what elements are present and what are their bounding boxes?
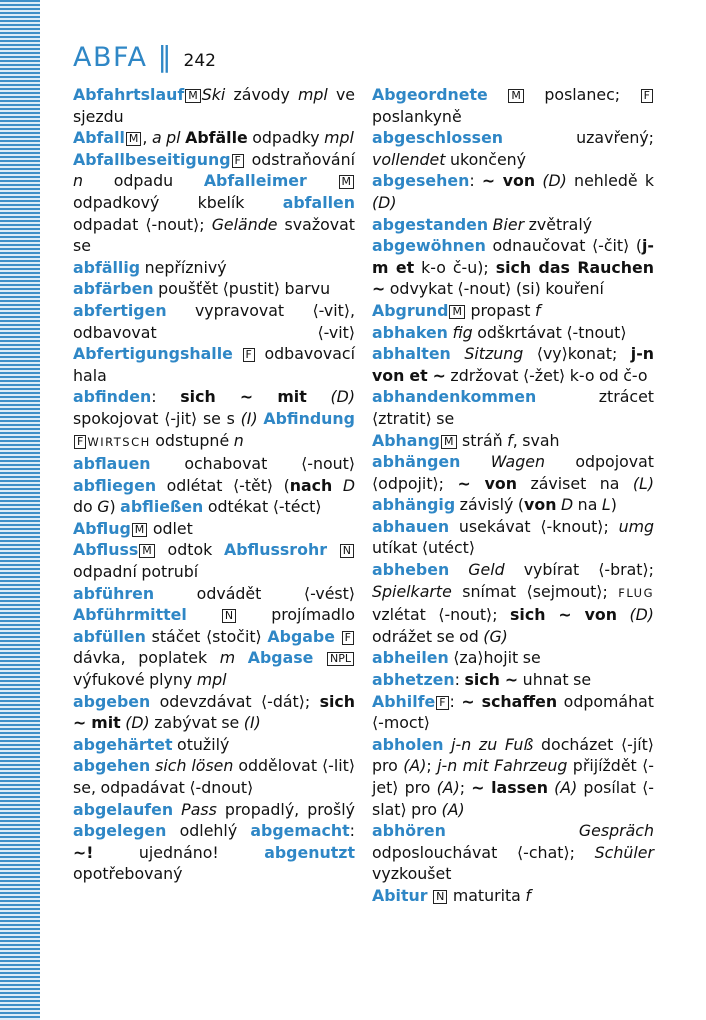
italic-note: fig xyxy=(452,322,473,342)
dictionary-entry xyxy=(372,430,654,452)
headword: abhauen xyxy=(372,516,450,536)
dictionary-entry xyxy=(73,734,355,756)
dictionary-entry xyxy=(73,257,355,279)
headword: Abfall xyxy=(73,128,125,148)
text-run: : xyxy=(469,171,482,191)
italic-note: (D) xyxy=(125,713,150,733)
italic-note: (A) xyxy=(403,756,427,776)
dictionary-entry xyxy=(372,885,654,907)
text-run: výfukové plyny xyxy=(73,670,197,690)
headword: Abfluss xyxy=(73,540,139,560)
text-run: zvětralý xyxy=(524,214,593,234)
italic-note: f xyxy=(534,300,541,320)
text-run: odtok xyxy=(155,540,225,560)
text-run: nehledě k xyxy=(566,171,654,191)
text-run: vypravovat ⟨-vit⟩, odbavovat ⟨-vit⟩ xyxy=(73,300,355,342)
text-run: odstupné xyxy=(150,430,234,450)
italic-note: umg xyxy=(618,516,654,536)
dictionary-entry xyxy=(372,300,654,322)
gender-box: M xyxy=(449,305,465,319)
text-run: odškrtávat ⟨-tnout⟩ xyxy=(472,322,627,342)
headword: Abfindung xyxy=(263,408,355,428)
text-run xyxy=(446,821,579,840)
text-run xyxy=(332,476,343,495)
dictionary-entry xyxy=(372,235,654,300)
text-run: ⟨za⟩hojit se xyxy=(448,648,541,668)
bold-phrase: ~! xyxy=(73,842,94,862)
italic-note: mpl xyxy=(196,670,227,690)
gender-box: M xyxy=(185,89,201,103)
gender-box: NPL xyxy=(327,652,354,666)
dictionary-entry xyxy=(73,149,355,257)
dictionary-entry xyxy=(73,755,355,798)
text-run xyxy=(488,85,508,104)
italic-note: (I) xyxy=(240,408,258,428)
text-run: ; xyxy=(426,756,438,776)
text-run: : xyxy=(151,387,181,407)
bold-phrase: sich ~ mit xyxy=(180,387,307,407)
bold-phrase: Abfälle xyxy=(185,128,248,148)
text-run: ukončený xyxy=(445,149,527,169)
text-run: odpadní potrubí xyxy=(73,562,199,582)
text-run: odposlouchávat ⟨-chat⟩; xyxy=(372,842,595,862)
text-run: poušťět ⟨pustit⟩ barvu xyxy=(153,279,331,299)
dictionary-entry xyxy=(73,386,355,453)
headword: Abfalleimer xyxy=(203,171,307,191)
headword: abfärben xyxy=(73,279,154,299)
text-run: dávka, poplatek xyxy=(73,648,220,668)
italic-note: Spielkarte xyxy=(372,581,452,601)
italic-note: mpl xyxy=(297,85,328,104)
text-run: maturita xyxy=(448,885,526,905)
text-run xyxy=(327,540,339,559)
dictionary-entry xyxy=(372,516,654,559)
gender-box: F xyxy=(232,154,244,168)
bold-phrase: j-n von et ~ xyxy=(372,344,654,385)
text-run: vzlétat ⟨-nout⟩; xyxy=(372,605,511,625)
gender-box: N xyxy=(222,609,236,623)
text-run: zabývat se xyxy=(149,713,244,733)
italic-note: Geld xyxy=(468,560,505,580)
text-run xyxy=(233,344,242,363)
dictionary-entry xyxy=(73,84,355,127)
italic-note: Bier xyxy=(492,214,525,234)
headword: abführen xyxy=(73,583,155,603)
page-number: 242 xyxy=(183,51,216,71)
dictionary-entry xyxy=(73,691,355,734)
headword: abfallen xyxy=(282,192,355,212)
gender-box: N xyxy=(340,544,354,558)
text-run xyxy=(187,605,221,624)
headword: abgehen xyxy=(73,756,151,776)
text-run: propadlý, prošlý xyxy=(216,799,355,819)
headword: Abhilfe xyxy=(372,691,436,711)
headword: abgehärtet xyxy=(73,734,173,754)
text-run xyxy=(307,387,331,406)
headword: Abführmittel xyxy=(73,605,187,625)
italic-note: Schüler xyxy=(594,842,654,862)
headword: abgenutzt xyxy=(264,842,355,862)
italic-note: D xyxy=(560,495,574,515)
bold-phrase: ~ schaffen xyxy=(461,691,558,711)
headword: abgeben xyxy=(73,691,151,711)
text-run: odtékat ⟨-téct⟩ xyxy=(203,497,322,517)
headword: abhängig xyxy=(372,495,456,515)
text-run: odrážet se od xyxy=(372,626,484,646)
gender-box: M xyxy=(339,175,355,189)
italic-note: m xyxy=(219,648,236,668)
italic-note: L xyxy=(601,495,611,515)
dictionary-entry xyxy=(73,453,355,518)
text-run: odpomáhat ⟨-moct⟩ xyxy=(372,691,654,733)
headword: abflauen xyxy=(73,454,151,474)
text-run: uzavřený; xyxy=(503,128,654,148)
text-run: do xyxy=(73,497,98,517)
italic-note: (G) xyxy=(483,626,508,646)
text-run: , svah xyxy=(512,430,560,450)
text-run: odpadkový kbelík xyxy=(73,192,283,212)
headword: abhandenkommen xyxy=(372,387,537,407)
headword: Abitur xyxy=(372,885,428,905)
headword: abgeschlossen xyxy=(372,128,504,148)
dictionary-column-right xyxy=(372,84,654,907)
text-run: odpadu xyxy=(83,171,204,191)
text-run: opotřebovaný xyxy=(73,864,183,884)
text-run xyxy=(428,886,433,905)
page-edge-strip xyxy=(0,0,40,1020)
italic-note: G xyxy=(97,497,110,517)
headword: abhängen xyxy=(372,452,461,472)
text-run: projímadlo xyxy=(237,605,355,625)
italic-note: (L) xyxy=(632,473,655,493)
dictionary-column-left xyxy=(73,84,355,885)
dictionary-entry xyxy=(73,518,355,540)
text-run xyxy=(460,452,490,471)
bold-phrase: ~ lassen xyxy=(471,778,548,797)
text-run: utíkat ⟨utéct⟩ xyxy=(372,538,475,558)
text-run xyxy=(617,605,629,624)
italic-note: D xyxy=(342,475,355,495)
dictionary-entry xyxy=(372,451,654,516)
headword: abhetzen xyxy=(372,670,455,690)
gender-box: M xyxy=(132,523,148,537)
text-run: oddělovat ⟨-lit⟩ se, odpadávat ⟨-dnout⟩ xyxy=(73,756,355,797)
headword: Abfertigungshalle xyxy=(73,344,233,364)
text-run: ve sjezdu xyxy=(73,85,356,126)
text-run xyxy=(451,344,465,363)
italic-note: (D) xyxy=(372,192,397,212)
text-run: záviset na xyxy=(517,473,633,493)
dictionary-entry xyxy=(73,300,355,386)
italic-note: Gelände xyxy=(211,214,278,234)
italic-note: Sitzung xyxy=(464,344,524,364)
headword: abgesehen xyxy=(372,171,470,191)
text-run: spokojovat ⟨-jit⟩ se s xyxy=(73,408,241,428)
page-header xyxy=(73,40,216,84)
text-run: odpadat ⟨-nout⟩; xyxy=(73,214,212,234)
headword: abfüllen xyxy=(73,626,146,646)
text-run: : xyxy=(449,691,462,711)
dictionary-entry xyxy=(372,669,654,691)
bold-phrase: von xyxy=(524,495,557,515)
italic-note: Gespräch xyxy=(578,821,654,841)
headword: abheilen xyxy=(372,648,449,668)
headword: abfinden xyxy=(73,387,152,407)
text-run: : xyxy=(454,670,465,690)
text-run: uhnat se xyxy=(518,670,592,690)
dictionary-entry xyxy=(372,170,654,213)
text-run: odstraňování xyxy=(244,149,355,169)
headword: Abfahrtslauf xyxy=(73,85,185,104)
text-run: poslankyně xyxy=(372,106,462,126)
text-run: odbavovací hala xyxy=(73,344,355,385)
gender-box: M xyxy=(441,435,457,449)
text-run: svažovat se xyxy=(73,214,355,256)
headword: abfällig xyxy=(73,257,141,277)
gender-box: M xyxy=(126,132,142,146)
headword: abfertigen xyxy=(73,300,167,320)
italic-note: (A) xyxy=(436,778,460,797)
dictionary-entry xyxy=(372,820,654,885)
dictionary-entry xyxy=(73,539,355,582)
gender-box: F xyxy=(243,348,255,362)
gender-box: F xyxy=(74,435,86,449)
bold-phrase: sich das Rauchen ~ xyxy=(372,257,654,299)
running-head-word: ABFA xyxy=(73,42,148,73)
text-run: odlétat ⟨-tět⟩ ( xyxy=(156,475,290,495)
headword: abfliegen xyxy=(73,475,157,495)
headword: abgewöhnen xyxy=(372,236,486,256)
gender-box: F xyxy=(641,89,653,103)
gender-box: M xyxy=(139,544,155,558)
dictionary-entry xyxy=(73,799,355,885)
headword: abhalten xyxy=(372,344,451,364)
bold-phrase: sich ~ mit xyxy=(73,691,355,733)
text-run: ; xyxy=(459,778,472,797)
text-run: na xyxy=(573,495,602,515)
text-run: docházet ⟨-jít⟩ pro xyxy=(372,734,654,776)
headword: Abgabe xyxy=(267,626,335,646)
text-run: zdržovat ⟨-žet⟩ k-o od č-o xyxy=(445,365,648,385)
headword: Abflug xyxy=(73,518,131,538)
headword: abhaken xyxy=(372,322,448,342)
italic-note: j-n zu Fuß xyxy=(451,734,534,754)
headword: abgemacht xyxy=(250,821,350,841)
bold-phrase: sich ~ xyxy=(464,670,519,690)
italic-note: f xyxy=(507,430,513,450)
italic-note: sich lösen xyxy=(155,756,234,776)
bold-phrase: sich ~ von xyxy=(510,605,617,625)
gender-box: N xyxy=(433,890,447,904)
text-run: stáčet ⟨stočit⟩ xyxy=(145,626,268,646)
text-run xyxy=(313,648,326,667)
text-run: ujednáno! xyxy=(93,842,265,862)
italic-note: (D) xyxy=(629,605,654,625)
dictionary-entry xyxy=(372,343,654,386)
dictionary-entry xyxy=(372,734,654,820)
text-run xyxy=(449,560,468,579)
running-head-separator-icon: ‖ xyxy=(157,40,172,73)
text-run: vyzkoušet xyxy=(372,864,452,884)
text-run: usekávat ⟨-knout⟩; xyxy=(449,516,619,536)
text-run: , xyxy=(142,128,152,148)
italic-note: (I) xyxy=(243,713,261,733)
headword: abgelaufen xyxy=(73,799,174,819)
text-run xyxy=(335,627,341,646)
headword: Abhang xyxy=(372,430,440,450)
headword: abgelegen xyxy=(73,821,167,841)
text-run: závody xyxy=(225,85,298,104)
text-run: posílat ⟨-slat⟩ pro xyxy=(372,778,655,819)
headword: Abgase xyxy=(247,648,314,668)
italic-note: vollendet xyxy=(372,149,446,169)
text-run: odvykat ⟨-nout⟩ (si) kouření xyxy=(385,279,604,299)
text-run: stráň xyxy=(457,430,508,450)
headword: Abgrund xyxy=(372,300,449,320)
italic-note: (D) xyxy=(542,171,567,191)
headword: abheben xyxy=(372,560,450,580)
dictionary-entry xyxy=(372,214,654,236)
italic-note: Wagen xyxy=(490,452,545,472)
headword: Abfallbeseitigung xyxy=(73,149,231,169)
text-run xyxy=(307,171,338,190)
text-run: odpadky xyxy=(247,128,325,148)
headword: abfließen xyxy=(120,497,204,517)
bold-phrase: ~ von xyxy=(481,171,536,191)
headword: abhören xyxy=(372,821,446,841)
text-run: ochabovat ⟨-nout⟩ xyxy=(150,454,355,474)
headword: Abgeordnete xyxy=(372,85,488,104)
bold-phrase: nach xyxy=(289,475,333,495)
domain-label: WIRTSCH xyxy=(87,434,151,449)
text-run: poslanec; xyxy=(524,85,640,104)
dictionary-entry xyxy=(372,691,654,734)
dictionary-entry xyxy=(73,583,355,691)
text-run: otužilý xyxy=(172,734,230,754)
gender-box: F xyxy=(436,696,448,710)
dictionary-entry xyxy=(73,127,355,149)
text-run: ⟨vy⟩konat; xyxy=(523,344,631,364)
dictionary-entry xyxy=(372,322,654,344)
text-run: propast xyxy=(465,300,535,320)
italic-note: a pl xyxy=(151,128,181,148)
text-run: k-o č-u); xyxy=(414,257,496,277)
italic-note: (A) xyxy=(554,778,578,797)
italic-note: (D) xyxy=(330,387,356,407)
headword: Abflussrohr xyxy=(224,540,327,560)
text-run xyxy=(235,648,248,667)
text-run: přijíždět ⟨-jet⟩ pro xyxy=(372,756,655,797)
text-run: ) xyxy=(610,495,617,515)
bold-phrase: j-m et xyxy=(372,236,654,277)
italic-note: (A) xyxy=(441,799,465,819)
text-run: odevzdávat ⟨-dát⟩; xyxy=(150,691,320,711)
italic-note: n xyxy=(73,171,84,191)
italic-note: n xyxy=(233,430,244,450)
text-run: ztrácet ⟨ztratit⟩ se xyxy=(372,387,654,428)
bold-phrase: ~ von xyxy=(457,473,518,493)
italic-note: f xyxy=(525,885,531,905)
italic-note: Ski xyxy=(201,85,226,104)
text-run: ) xyxy=(109,497,121,517)
headword: abgestanden xyxy=(372,214,489,234)
text-run: odlet xyxy=(148,518,193,538)
dictionary-entry xyxy=(372,127,654,170)
dictionary-entry xyxy=(372,84,654,127)
domain-label: FLUG xyxy=(618,585,654,600)
dictionary-entry xyxy=(372,386,654,429)
text-run: snímat ⟨sejmout⟩; xyxy=(451,581,619,601)
text-run: nepříznivý xyxy=(140,257,227,277)
italic-note: Pass xyxy=(181,799,217,819)
dictionary-entry xyxy=(73,278,355,300)
italic-note: j-n mit Fahrzeug xyxy=(437,756,568,776)
text-run: závislý ( xyxy=(455,495,525,515)
gender-box: F xyxy=(342,631,354,645)
text-run: odlehlý xyxy=(166,821,251,841)
gender-box: M xyxy=(508,89,524,103)
headword: abholen xyxy=(372,734,444,754)
text-run: vybírat ⟨-brat⟩; xyxy=(504,560,654,580)
text-run xyxy=(173,800,181,819)
dictionary-entry xyxy=(372,647,654,669)
text-run: : xyxy=(349,821,355,841)
text-run: odpojovat ⟨odpojit⟩; xyxy=(372,452,654,493)
text-run: odnaučovat ⟨-čit⟩ ( xyxy=(485,236,643,256)
italic-note: mpl xyxy=(324,128,354,148)
dictionary-entry xyxy=(372,559,654,647)
text-run: odvádět ⟨-vést⟩ xyxy=(154,583,355,603)
text-run xyxy=(443,735,451,754)
